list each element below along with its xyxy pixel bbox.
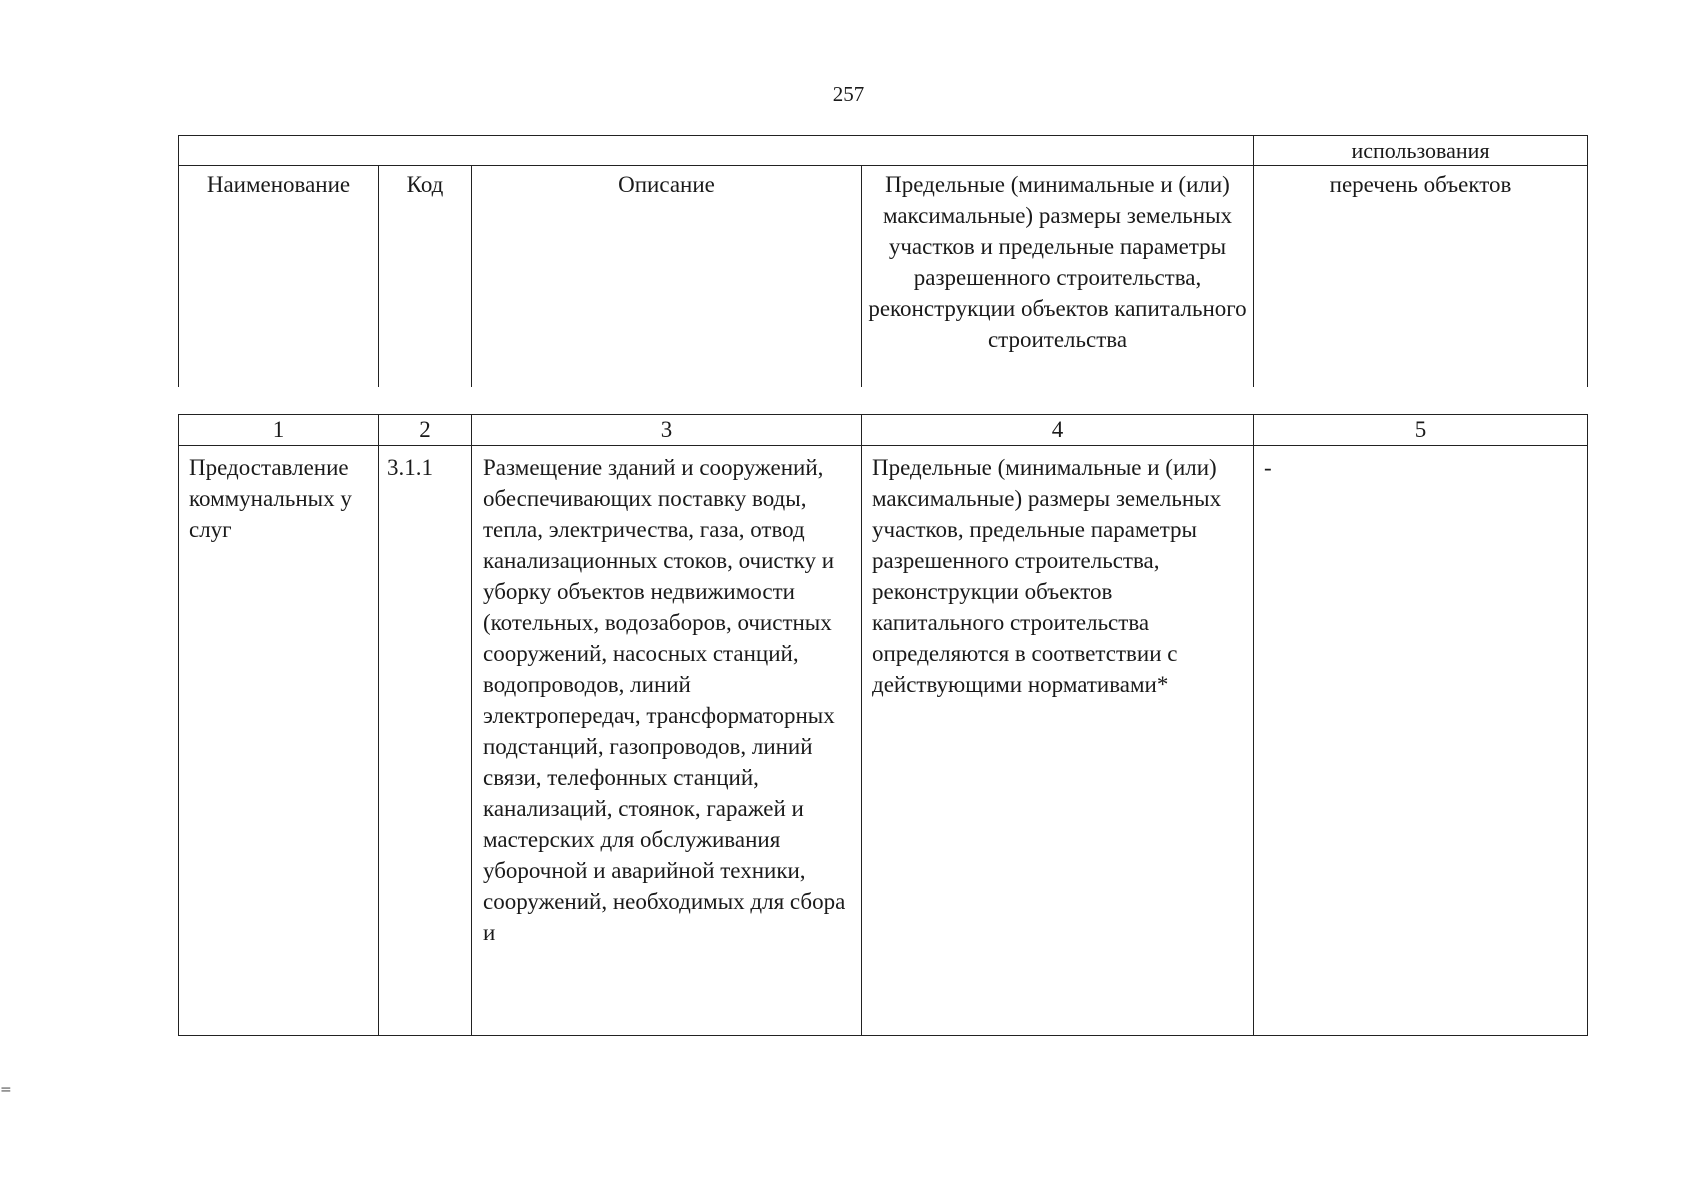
table-header-fragment: [178, 135, 1588, 387]
page-number: 257: [832, 82, 865, 106]
use-name-text: Предоставление коммунальных услуг: [189, 455, 352, 542]
use-name-cell: [179, 446, 379, 1036]
header-objects-list: перечень объектов: [1254, 166, 1588, 388]
column-number: 4: [862, 415, 1254, 446]
header-merged-cell: [179, 136, 1254, 166]
header-name: Наименование: [179, 166, 379, 388]
use-parameters-cell: Предельные (минимальные и (или) максимальные) размеры земельных участков, предельные параметры разрешенного строительства, реконструкции объектов капитального строительства определяются в соответствии с действующими нормативами*: [862, 446, 1254, 1036]
column-number: 2: [379, 415, 472, 446]
header-description: Описание: [472, 166, 862, 388]
header-top-row: [179, 136, 1588, 166]
column-number-row: [179, 415, 1588, 446]
use-description-cell: Размещение зданий и сооружений, обеспечивающих поставку воды, тепла, электричества, газа, отвод канализационных стоков, очистку и уборку объектов недвижимости (котельных, водозаборов, очистных сооружений, насосных станций, водопроводов, линий электропередач, трансформаторных подстанций, газопроводов, линий связи, телефонных станций, канализаций, стоянок, гаражей и мастерских для обслуживания уборочной и аварийной техники, сооружений, необходимых для сбора и: [472, 446, 862, 1036]
table-row: [179, 446, 1588, 1036]
column-number: 3: [472, 415, 862, 446]
column-number: 5: [1254, 415, 1588, 446]
header-usage-cell: использования: [1254, 136, 1588, 166]
use-objects-cell: -: [1254, 446, 1588, 1036]
scan-margin-mark: =: [0, 1082, 12, 1098]
header-code: Код: [379, 166, 472, 388]
header-label-row: [179, 166, 1588, 388]
header-parameters: Предельные (минимальные и (или) максимальные) размеры земельных участков и предельные параметры разрешенного строительства, реконструкции объектов капитального строительства: [862, 166, 1254, 388]
regulations-table: [178, 414, 1588, 1036]
use-code-cell: 3.1.1: [379, 446, 472, 1036]
column-number: 1: [179, 415, 379, 446]
